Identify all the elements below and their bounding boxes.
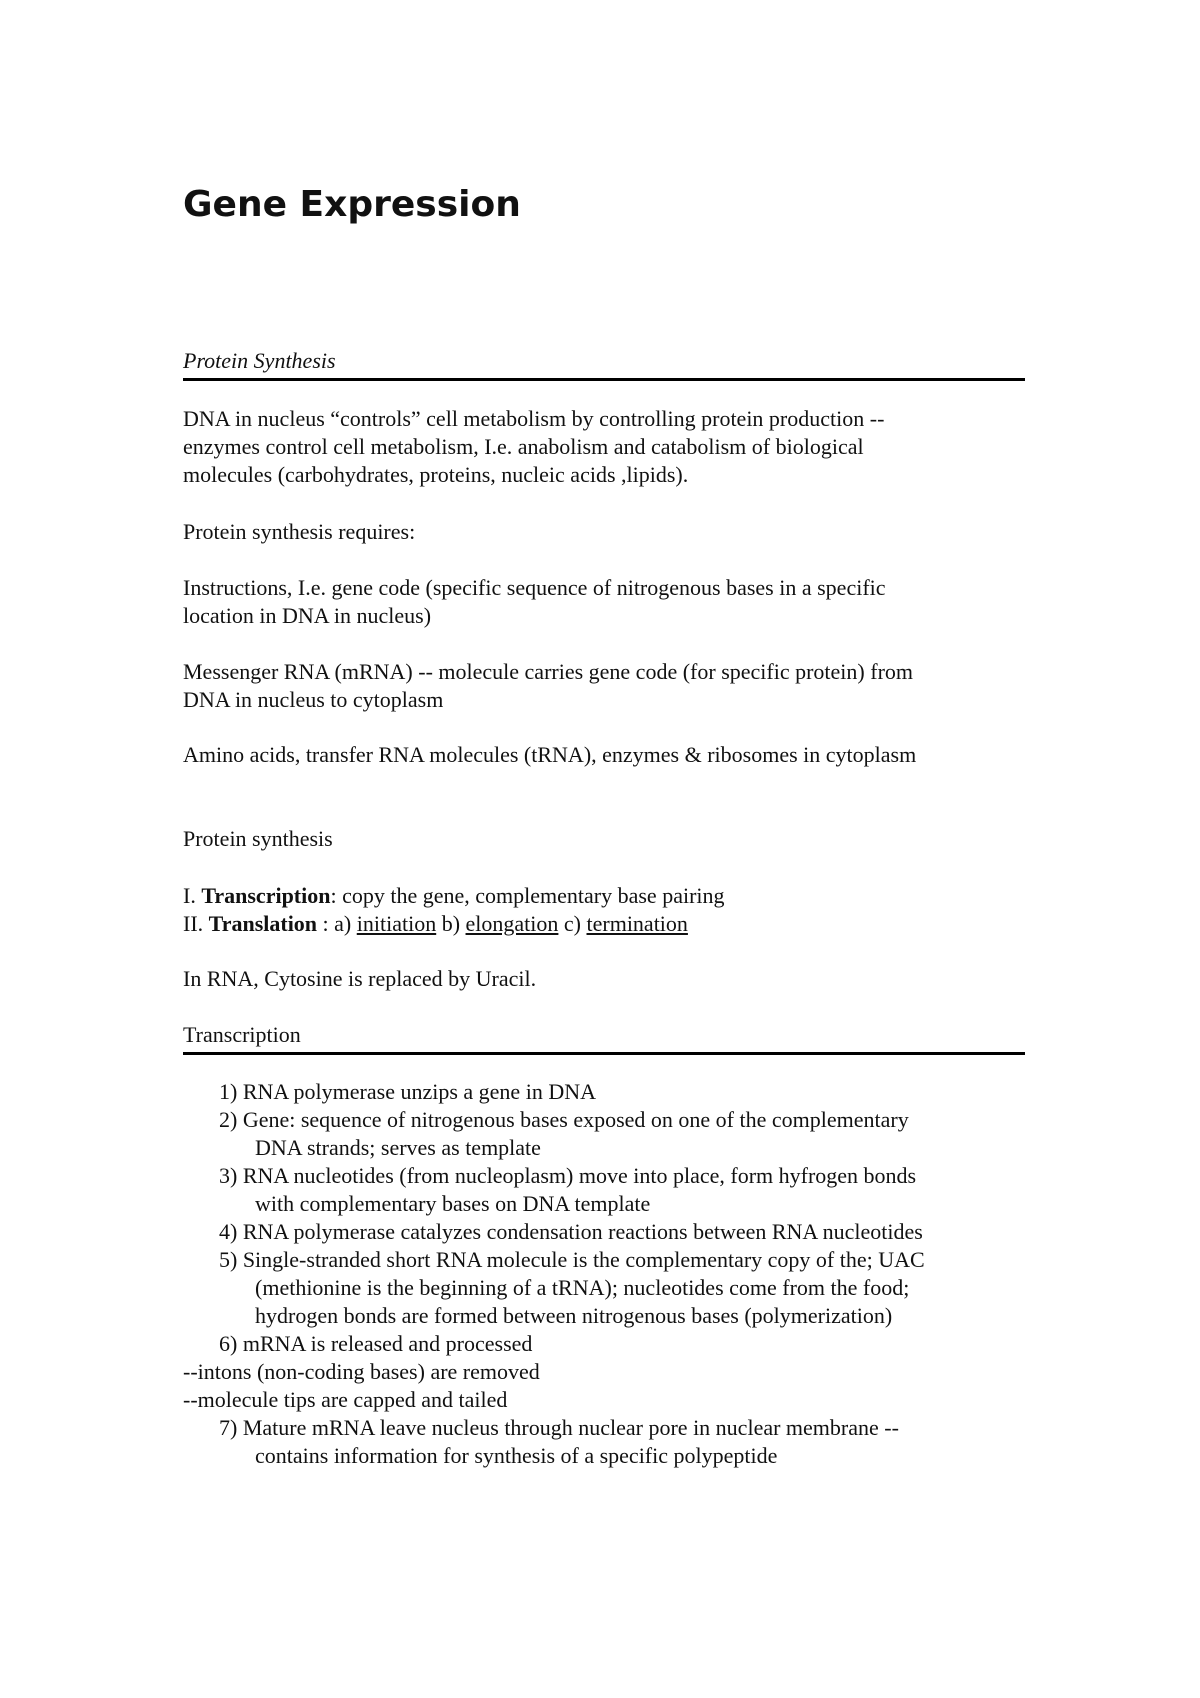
dash-item: --molecule tips are capped and tailed bbox=[183, 1387, 508, 1412]
elongation-term: elongation bbox=[465, 911, 559, 936]
synthesis-steps bbox=[183, 882, 1025, 938]
list-item bbox=[183, 1246, 1025, 1330]
step-continuation-line: DNA strands; serves as template bbox=[255, 1135, 541, 1160]
list-item bbox=[183, 1330, 1025, 1358]
transcription-step bbox=[183, 882, 1025, 910]
intro-line: enzymes control cell metabolism, I.e. anabolism and catabolism of biological bbox=[183, 434, 864, 459]
step-prefix: I. bbox=[183, 883, 202, 908]
transcription-description: : copy the gene, complementary base pairing bbox=[330, 883, 725, 908]
step-continuation-line: with complementary bases on DNA template bbox=[255, 1191, 651, 1216]
step-continuation-line: (methionine is the beginning of a tRNA); nucleotides come from the food; bbox=[255, 1275, 910, 1300]
step-line: 5) Single-stranded short RNA molecule is the complementary copy of the; UAC bbox=[219, 1247, 925, 1272]
mrna-line: DNA in nucleus to cytoplasm bbox=[183, 687, 444, 712]
list-item bbox=[183, 1358, 1025, 1386]
step-line: 1) RNA polymerase unzips a gene in DNA bbox=[219, 1079, 596, 1104]
protein-synthesis-heading: Protein Synthesis bbox=[183, 347, 1025, 381]
transcription-steps-list bbox=[183, 1078, 1025, 1470]
step-prefix: II. bbox=[183, 911, 209, 936]
list-item bbox=[183, 1106, 1025, 1162]
rna-note: In RNA, Cytosine is replaced by Uracil. bbox=[183, 966, 537, 991]
synthesis-label: Protein synthesis bbox=[183, 826, 333, 851]
mrna-line: Messenger RNA (mRNA) -- molecule carries gene code (for specific protein) from bbox=[183, 659, 914, 684]
b-prefix: b) bbox=[436, 911, 466, 936]
step-line: 2) Gene: sequence of nitrogenous bases exposed on one of the complementary bbox=[219, 1107, 909, 1132]
instructions-line: location in DNA in nucleus) bbox=[183, 603, 432, 628]
requires-label: Protein synthesis requires: bbox=[183, 519, 416, 544]
document-title: Gene Expression bbox=[183, 184, 521, 225]
list-item bbox=[183, 1162, 1025, 1218]
mrna-paragraph bbox=[183, 658, 1025, 714]
c-prefix: c) bbox=[558, 911, 587, 936]
list-item bbox=[183, 1386, 1025, 1414]
transcription-heading: Transcription bbox=[183, 1021, 1025, 1055]
instructions-line: Instructions, I.e. gene code (specific sequence of nitrogenous bases in a specific bbox=[183, 575, 886, 600]
intro-line: DNA in nucleus “controls” cell metabolism by controlling protein production -- bbox=[183, 406, 885, 431]
step-line: 3) RNA nucleotides (from nucleoplasm) move into place, form hyfrogen bonds bbox=[219, 1163, 917, 1188]
instructions-paragraph bbox=[183, 574, 1025, 630]
step-line: 6) mRNA is released and processed bbox=[219, 1331, 533, 1356]
list-item bbox=[183, 1414, 1025, 1470]
initiation-term: initiation bbox=[356, 911, 437, 936]
step-continuation-line: contains information for synthesis of a specific polypeptide bbox=[255, 1443, 778, 1468]
intro-line: molecules (carbohydrates, proteins, nucleic acids ,lipids). bbox=[183, 462, 689, 487]
list-item bbox=[183, 1218, 1025, 1246]
termination-term: termination bbox=[586, 911, 688, 936]
list-item bbox=[183, 1078, 1025, 1106]
step-line: 4) RNA polymerase catalyzes condensation reactions between RNA nucleotides bbox=[219, 1219, 923, 1244]
translation-step bbox=[183, 910, 1025, 938]
dash-item: --intons (non-coding bases) are removed bbox=[183, 1359, 540, 1384]
step-continuation-line: hydrogen bonds are formed between nitrogenous bases (polymerization) bbox=[255, 1303, 893, 1328]
translation-separator: : a) bbox=[317, 911, 357, 936]
intro-paragraph bbox=[183, 405, 1025, 489]
step-line: 7) Mature mRNA leave nucleus through nuclear pore in nuclear membrane -- bbox=[219, 1415, 899, 1440]
transcription-term: Transcription bbox=[201, 883, 331, 908]
translation-term: Translation bbox=[208, 911, 318, 936]
amino-acids-line: Amino acids, transfer RNA molecules (tRNA), enzymes & ribosomes in cytoplasm bbox=[183, 742, 917, 767]
